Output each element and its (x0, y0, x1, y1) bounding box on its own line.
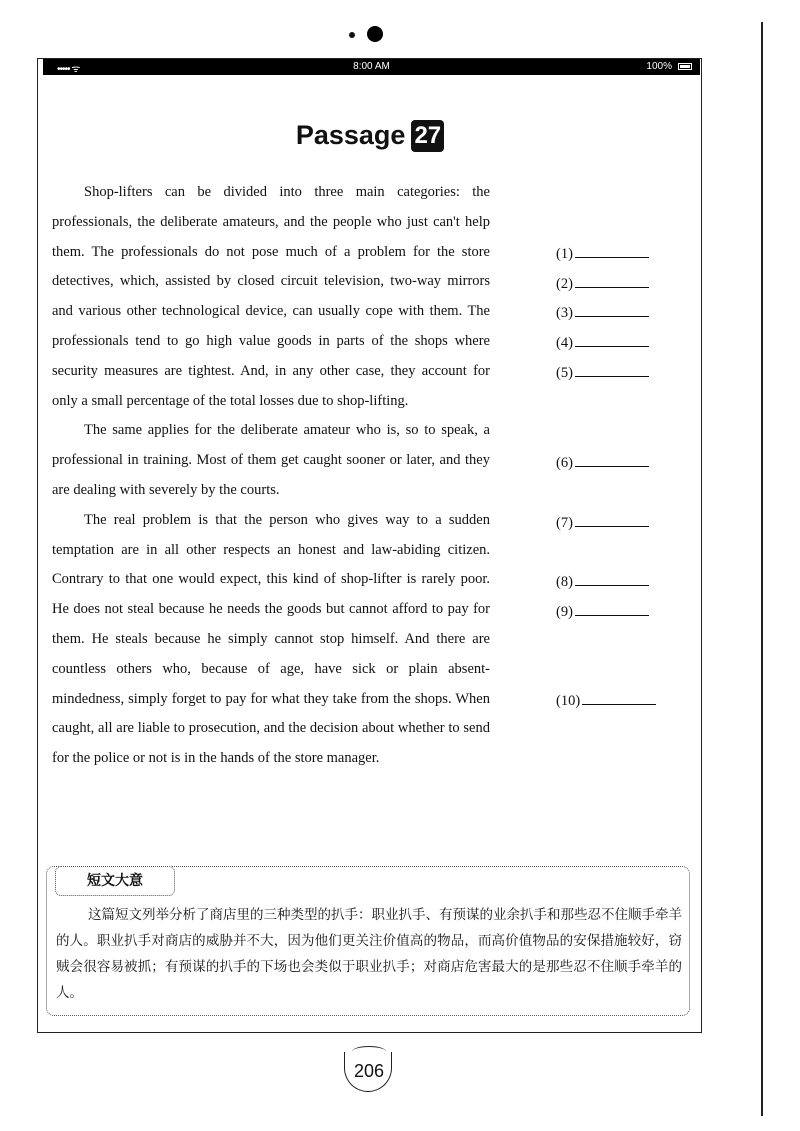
paragraph-2: The same applies for the deliberate amateur who is, so to speak, a professional in training. Most of them get caught sooner or later, and they are dealing with severely by the courts. (52, 422, 490, 498)
battery-icon (678, 63, 692, 70)
paragraph-3: The real problem is that the person who gives way to a sudden temptation are in all other respects an honest and law-abiding citizen. Contrary to that one would expect, this kind of shop-lifter is rarely poor. He does not steal because he needs the goods but cannot afford to pay for them. He steals because he simply cannot stop himself. And there are countless others who, because of age, have sick or plain absent-mindedness, simply forget to pay for what they take from the shops. When caught, all are liable to prosecution, and the decision about whether to send for the police or not is in the hands of the store manager. (52, 511, 490, 767)
answer-line (575, 452, 649, 467)
answer-blank-3[interactable]: (3) (556, 302, 666, 323)
front-camera (349, 26, 389, 46)
answer-line (575, 243, 649, 258)
title-label: Passage (295, 120, 406, 150)
answer-line (575, 571, 649, 586)
page-number-bowl-icon (344, 1052, 392, 1092)
page-title (0, 120, 740, 152)
answer-line (575, 302, 649, 317)
camera-lens (367, 26, 383, 42)
summary-text: 这篇短文列举分析了商店里的三种类型的扒手：职业扒手、有预谋的业余扒手和那些忍不住顺手牵羊的人。职业扒手对商店的威胁并不大，因为他们更关注价值高的物品，而高价值物品的安保措施较好，窃贼会很容易被抓；有预谋的扒手的下场也会类似于职业扒手；对商店危害最大的是那些忍不住顺手牵羊的人。 (56, 907, 682, 1001)
paragraph-1: Shop-lifters can be divided into three main categories: the professionals, the deliberate amateurs, and the people who just can't help them. The professionals do not pose much of a problem for the store detectives, which, assisted by closed circuit television, two-way mirrors and various other technological device, can usually cope with them. The professionals tend to go high value goods in parts of the shops where security measures are tightest. And, in any other case, they account for only a small percentage of the total losses due to shop-lifting. (52, 184, 490, 409)
answer-blank-5[interactable]: (5) (556, 362, 666, 383)
page-edge-line (761, 22, 763, 1116)
summary-heading: 短文大意 (55, 866, 175, 896)
answer-blank-8[interactable]: (8) (556, 571, 666, 592)
answer-blank-6[interactable]: (6) (556, 452, 666, 473)
answer-line (575, 332, 649, 347)
status-time: 8:00 AM (353, 61, 390, 72)
answer-blank-7[interactable]: (7) (556, 512, 666, 533)
battery-percent: 100% (646, 61, 672, 72)
answer-line (575, 362, 649, 377)
answer-line (575, 273, 649, 288)
answer-blank-10[interactable]: (10) (556, 690, 666, 711)
passage-number-badge: 27 (411, 120, 444, 152)
status-bar (43, 59, 700, 75)
answer-blank-1[interactable]: (1) (556, 243, 666, 264)
camera-sensor-dot (349, 32, 355, 38)
answer-line (575, 512, 649, 527)
page-number (344, 1046, 394, 1096)
passage-body (52, 178, 490, 774)
answer-line (575, 601, 649, 616)
answer-blank-2[interactable]: (2) (556, 273, 666, 294)
answer-line (582, 690, 656, 705)
page-number-value: 206 (353, 1061, 385, 1081)
signal-wifi-icon: ••••• ᯤ (57, 64, 80, 75)
answer-blank-4[interactable]: (4) (556, 332, 666, 353)
answer-blank-9[interactable]: (9) (556, 601, 666, 622)
